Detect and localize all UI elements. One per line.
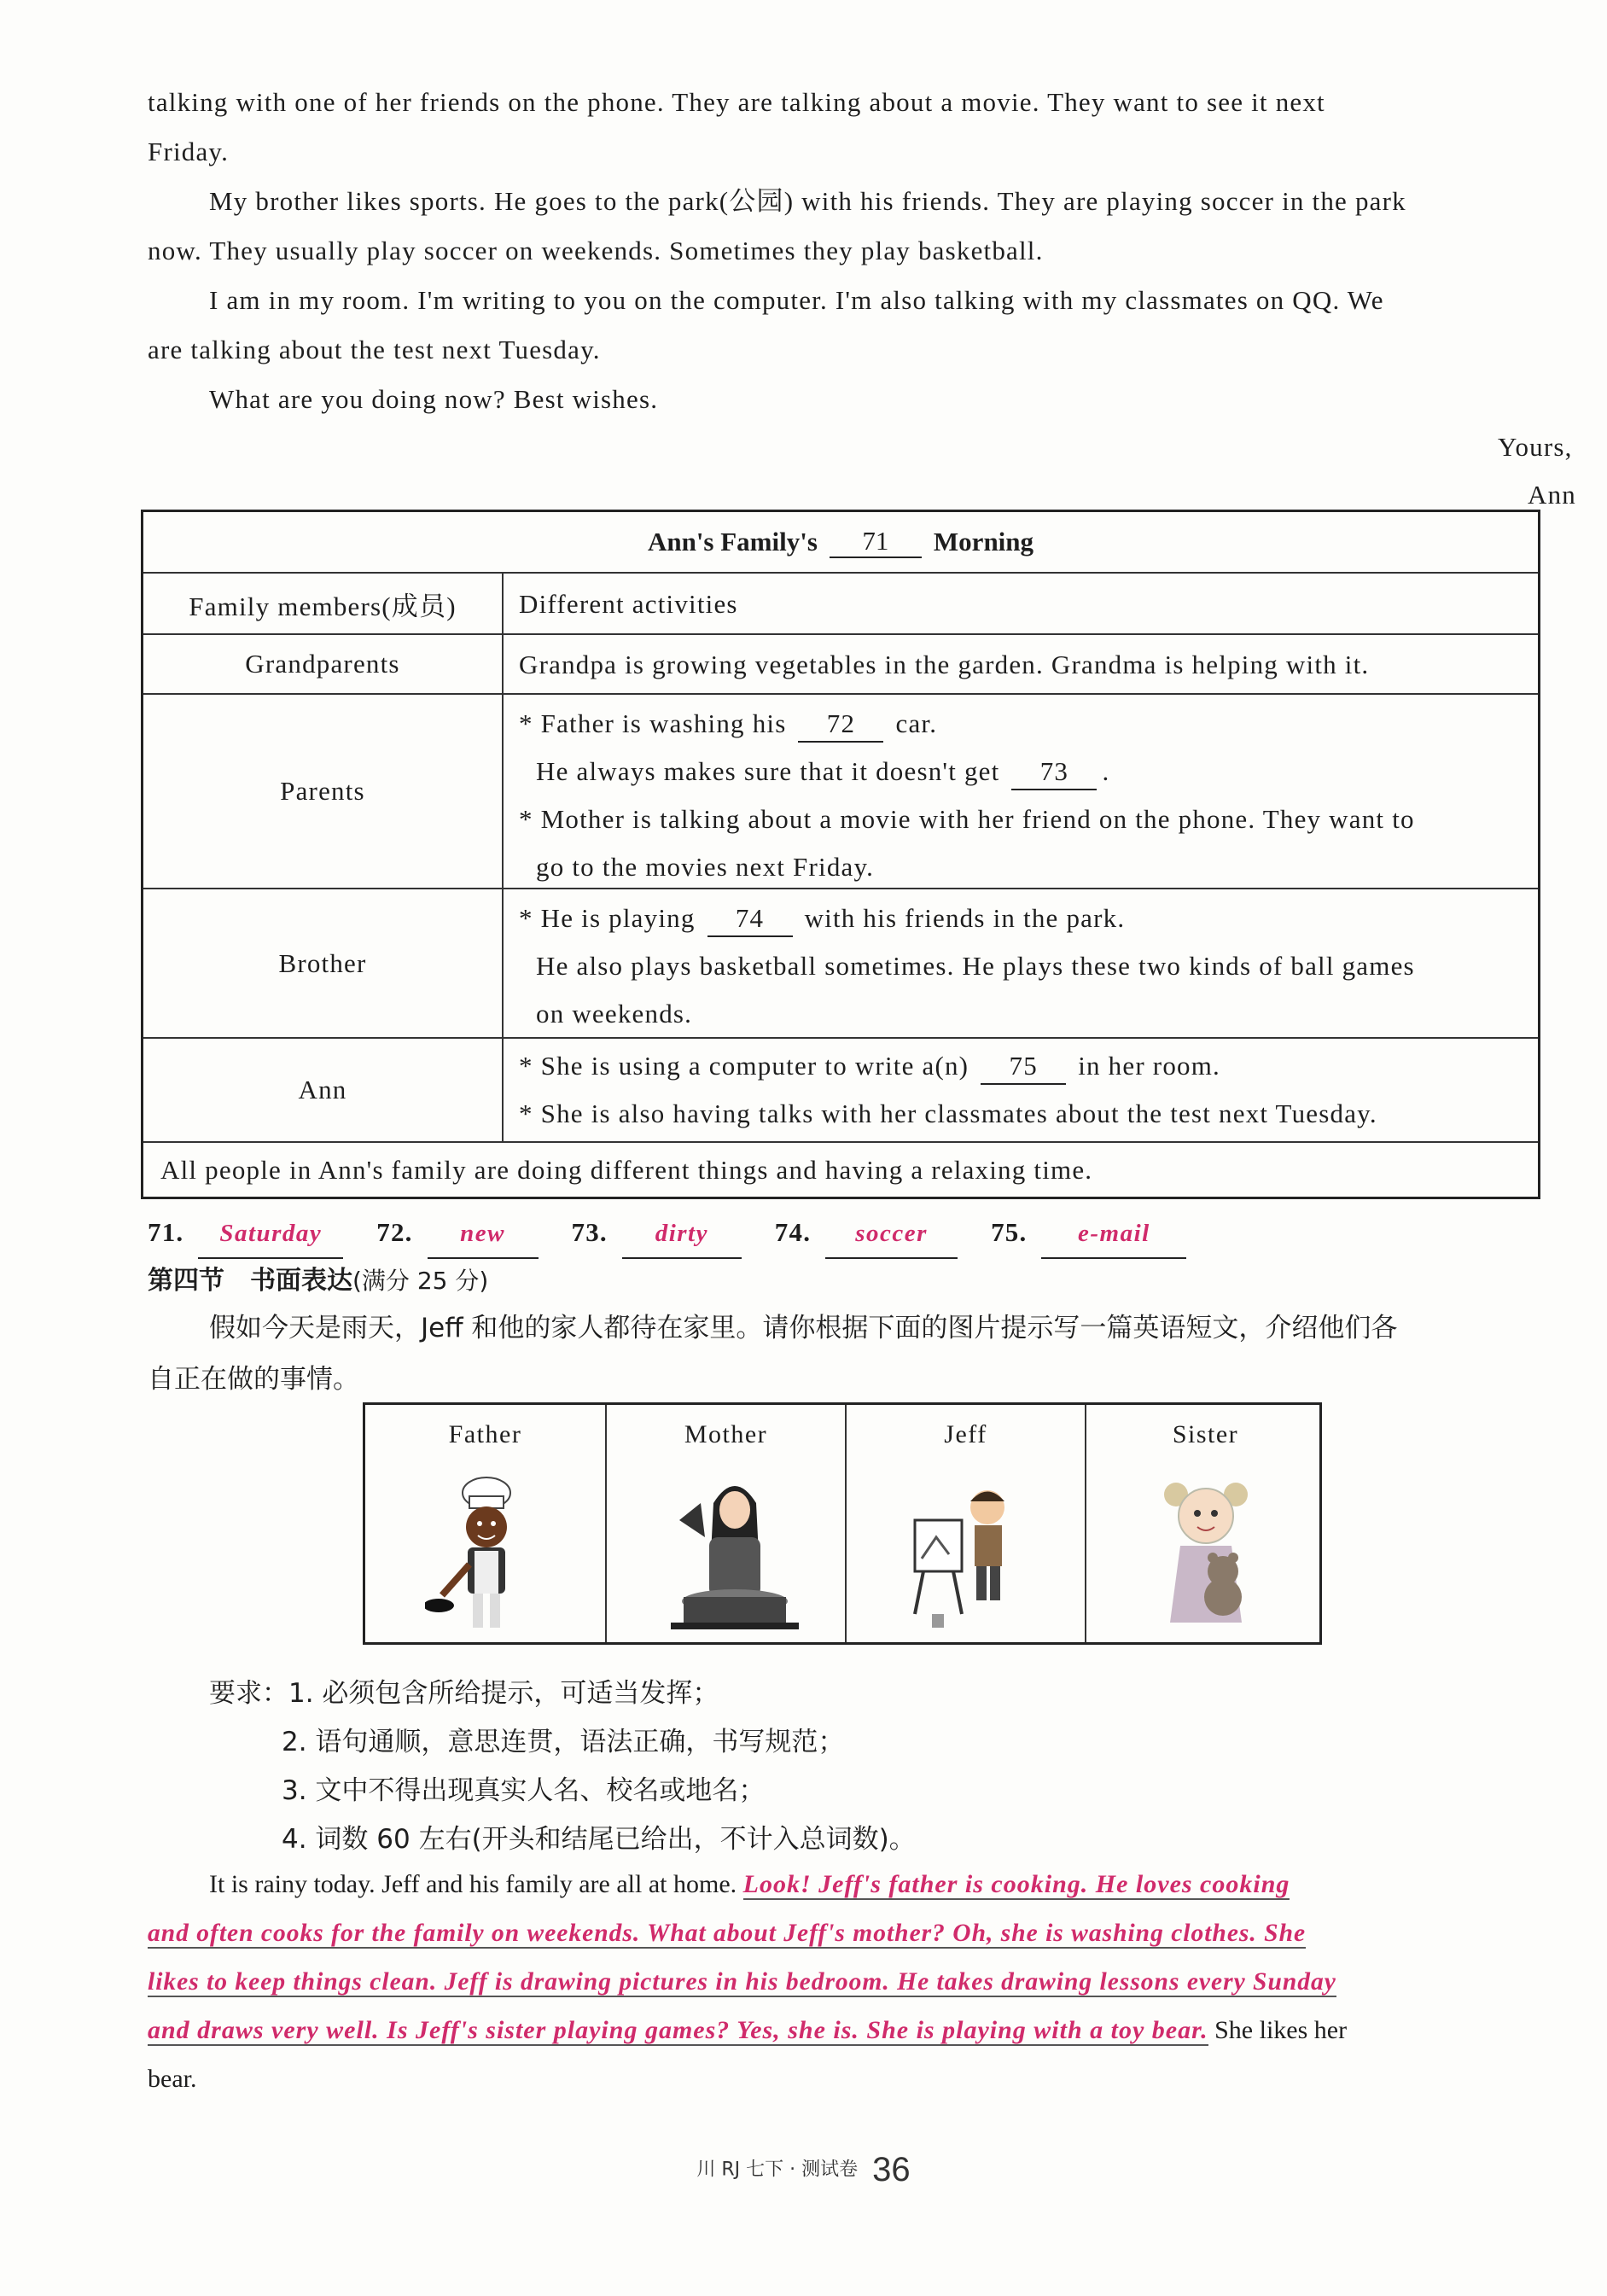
blank-71: 71 xyxy=(830,526,922,558)
blank-73: 73 xyxy=(1011,755,1097,790)
page-footer xyxy=(0,2151,1607,2189)
letter-closing: Yours, xyxy=(1498,432,1573,462)
answer-74: soccer xyxy=(825,1209,958,1259)
prompt-line-2: 自正在做的事情。 xyxy=(148,1364,359,1395)
essay-answer: Look! Jeff's father is cooking. He loves cooking xyxy=(742,1870,1290,1898)
answer-row: 71. Saturday 72. new 73. dirty 74. soccer 75. e-mail xyxy=(148,1209,1186,1259)
letter-signature: Ann xyxy=(1528,480,1576,510)
picture-label: Jeff xyxy=(944,1420,987,1448)
activity-text: He also plays basketball sometimes. He plays these two kinds of ball games xyxy=(536,951,1415,981)
essay-answer: likes to keep things clean. Jeff is drawing pictures in his bedroom. He takes drawing lessons every Sunday xyxy=(148,1968,1336,1996)
col1-header: Family members(成员) xyxy=(143,574,504,633)
letter-line-4: now. They usually play soccer on weekends. Sometimes they play basketball. xyxy=(148,236,1044,265)
picture-label: Sister xyxy=(1172,1420,1239,1448)
mother-washing-icon xyxy=(667,1469,803,1640)
table-row xyxy=(143,1037,1538,1141)
requirement-3: 3. 文中不得出现真实人名、校名或地名； xyxy=(282,1775,766,1806)
activity-text: * She is also having talks with her classmates about the test next Tuesday. xyxy=(519,1098,1377,1128)
letter-line-7: What are you doing now? Best wishes. xyxy=(209,384,659,414)
boy-drawing-icon xyxy=(906,1469,1034,1640)
letter-line-5: I am in my room. I'm writing to you on the computer. I'm also talking with my classmates on QQ. We xyxy=(209,285,1384,315)
activity-text: * She is using a computer to write a(n) 75 in her room. xyxy=(519,1049,1220,1085)
essay-line-2 xyxy=(148,1909,1306,1957)
essay-line-1: It is rainy today. Jeff and his family are all at home. Look! Jeff's father is cooking. He loves cooking xyxy=(209,1870,1290,1898)
activity-text: go to the movies next Friday. xyxy=(536,852,875,882)
chef-cooking-icon xyxy=(425,1469,544,1640)
table-footer-row xyxy=(143,1141,1538,1199)
footer-label: 川 RJ 七下 · 测试卷 xyxy=(696,2159,859,2181)
answer-75: e-mail xyxy=(1041,1209,1186,1259)
member-grandparents: Grandparents xyxy=(143,635,504,693)
page-number: 36 xyxy=(872,2151,911,2188)
essay-line-4: and draws very well. Is Jeff's sister playing games? Yes, she is. She is playing with a toy bear. She likes her xyxy=(148,2016,1348,2044)
prompt-line-1: 假如今天是雨天，Jeff 和他的家人都待在家里。请你根据下面的图片提示写一篇英语短文，介绍他们各 xyxy=(209,1313,1398,1343)
table-footer-text: All people in Ann's family are doing different things and having a relaxing time. xyxy=(160,1155,1093,1185)
essay-line-3 xyxy=(148,1958,1336,2006)
member-parents: Parents xyxy=(143,695,504,888)
activity-text: * Mother is talking about a movie with her friend on the phone. They want to xyxy=(519,804,1415,834)
letter-line-3: My brother likes sports. He goes to the park(公园) with his friends. They are playing soccer in the park xyxy=(209,186,1406,216)
requirement-2: 2. 语句通顺，意思连贯，语法正确，书写规范； xyxy=(282,1727,845,1757)
blank-75: 75 xyxy=(981,1049,1066,1085)
blank-72: 72 xyxy=(798,707,883,743)
activity-text: Grandpa is growing vegetables in the garden. Grandma is helping with it. xyxy=(519,650,1370,679)
col2-header: Different activities xyxy=(519,589,738,619)
letter-line-6: are talking about the test next Tuesday. xyxy=(148,335,601,364)
table-title-post: Morning xyxy=(933,527,1034,557)
requirement-1: 要求：1. 必须包含所给提示，可适当发挥； xyxy=(209,1678,719,1709)
picture-label: Mother xyxy=(684,1420,768,1448)
essay-line-5: bear. xyxy=(148,2065,197,2093)
table-row xyxy=(143,888,1538,1037)
member-brother: Brother xyxy=(143,889,504,1037)
family-activities-table xyxy=(141,510,1540,1199)
letter-line-2: Friday. xyxy=(148,137,230,166)
requirement-4: 4. 词数 60 左右(开头和结尾已给出，不计入总词数)。 xyxy=(282,1824,916,1855)
activity-text: on weekends. xyxy=(536,999,693,1029)
member-ann: Ann xyxy=(143,1039,504,1141)
picture-label: Father xyxy=(448,1420,522,1448)
letter-line-1: talking with one of her friends on the phone. They are talking about a movie. They want to see it next xyxy=(148,87,1325,117)
blank-74: 74 xyxy=(707,901,793,937)
table-title-row xyxy=(143,512,1538,572)
table-title-pre: Ann's Family's xyxy=(647,527,818,557)
picture-jeff xyxy=(845,1405,1085,1642)
girl-with-bear-icon xyxy=(1146,1469,1266,1640)
picture-father xyxy=(365,1405,605,1642)
activity-text: * He is playing 74 with his friends in the park. xyxy=(519,901,1125,937)
table-row xyxy=(143,693,1538,888)
picture-sister xyxy=(1085,1405,1325,1642)
table-row xyxy=(143,633,1538,693)
essay-answer: and draws very well. Is Jeff's sister playing games? Yes, she is. She is playing with a toy bear. xyxy=(148,2016,1208,2044)
picture-prompts xyxy=(363,1402,1322,1645)
essay-answer: and often cooks for the family on weekends. What about Jeff's mother? Oh, she is washing clothes. She xyxy=(148,1920,1307,1947)
picture-mother xyxy=(605,1405,845,1642)
activity-text: He always makes sure that it doesn't get 73 . xyxy=(536,755,1109,790)
answer-72: new xyxy=(428,1209,539,1259)
table-header-row xyxy=(143,572,1538,633)
section-heading: 第四节 书面表达(满分 25 分) xyxy=(148,1266,489,1296)
answer-71: Saturday xyxy=(198,1209,343,1259)
activity-text: * Father is washing his 72 car. xyxy=(519,707,937,743)
answer-73: dirty xyxy=(622,1209,742,1259)
